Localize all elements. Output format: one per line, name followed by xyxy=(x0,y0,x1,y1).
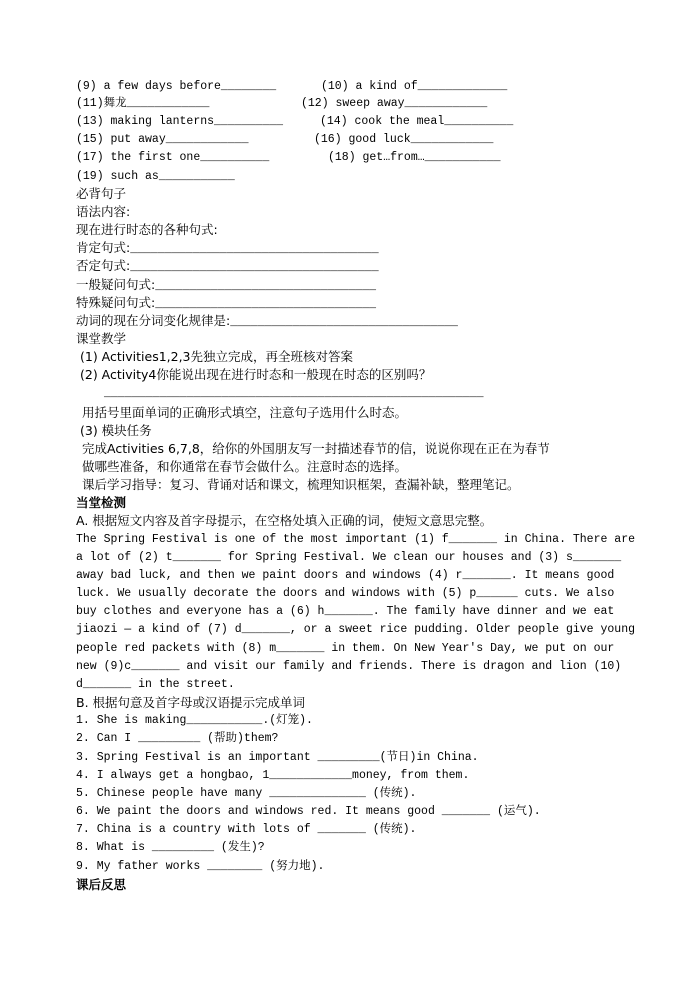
phrase-16: (16) good luck____________ xyxy=(314,133,494,146)
reflection-heading: 课后反思 xyxy=(76,877,127,892)
passage-line: d_______ in the street. xyxy=(76,678,235,691)
form-label: 否定句式: xyxy=(76,258,131,273)
passage-line: The Spring Festival is one of the most important (1) f_______ in China. There are xyxy=(76,533,635,546)
phrase-14: (14) cook the meal__________ xyxy=(320,115,514,128)
passage-line: people red packets with (8) m_______ in them. On New Year's Day, we put on our xyxy=(76,642,615,655)
form-blank: ________________________________ xyxy=(155,298,377,311)
form-label: 肯定句式: xyxy=(76,240,131,255)
section-b-item: 6. We paint the doors and windows red. It means good _______ (运气). xyxy=(76,805,541,818)
section-b-item: 5. Chinese people have many ______________ (传统). xyxy=(76,787,417,800)
section-a-title: A. 根据短文内容及首字母提示，在空格处填入正确的词，使短文意思完整。 xyxy=(76,513,493,528)
bibei-heading: 必背句子 xyxy=(76,186,127,201)
section-b-item: 1. She is making___________.(灯笼). xyxy=(76,714,313,727)
phrase-12: (12) sweep away____________ xyxy=(301,97,488,110)
form-label: 特殊疑问句式: xyxy=(76,295,156,310)
grammar-heading: 语法内容: xyxy=(76,204,131,219)
phrase-9: (9) a few days before________ xyxy=(76,80,277,93)
phrase-13: (13) making lanterns__________ xyxy=(76,115,284,128)
present-progressive-heading: 现在进行时态的各种句式: xyxy=(76,222,218,237)
module-task: (3) 模块任务 xyxy=(80,423,152,438)
form-blank: ________________________________ xyxy=(155,280,377,293)
passage-line: a lot of (2) t_______ for Spring Festival. We clean our houses and (3) s_______ xyxy=(76,551,622,564)
form-blank: _________________________________ xyxy=(230,316,458,329)
form-blank: ____________________________________ xyxy=(130,261,379,274)
section-b-item: 8. What is _________ (发生)? xyxy=(76,841,265,854)
passage-line: buy clothes and everyone has a (6) h_______. The family have dinner and we eat xyxy=(76,605,615,618)
phrase-11: (11)舞龙____________ xyxy=(76,97,210,110)
form-yes-no-question xyxy=(76,277,376,295)
section-b-item: 7. China is a country with lots of _______ (传统). xyxy=(76,823,417,836)
form-negative xyxy=(76,258,379,276)
phrase-15: (15) put away____________ xyxy=(76,133,249,146)
passage-line: luck. We usually decorate the doors and windows with (5) p______ cuts. We also xyxy=(76,587,615,600)
section-b-item: 4. I always get a hongbao, 1____________money, from them. xyxy=(76,769,470,782)
phrase-18: (18) get…from…___________ xyxy=(328,151,501,164)
section-b-item: 3. Spring Festival is an important _________(节日)in China. xyxy=(76,751,479,764)
form-wh-question xyxy=(76,295,376,313)
fill-instruction: 用括号里面单词的正确形式填空，注意句子选用什么时态。 xyxy=(82,405,408,420)
form-affirmative xyxy=(76,240,379,258)
form-participle-rule xyxy=(76,313,458,331)
class-answer-blank: _______________________________________________________ xyxy=(104,387,484,400)
section-b-item: 2. Can I _________ (帮助)them? xyxy=(76,732,279,745)
class-item-1: (1) Activities1,2,3先独立完成，再全班核对答案 xyxy=(80,349,354,364)
passage-line: new (9)c_______ and visit our family and friends. There is dragon and lion (10) xyxy=(76,660,622,673)
module-desc-1: 完成Activities 6,7,8，给你的外国朋友写一封描述春节的信，说说你现在正在为春节 xyxy=(82,441,550,456)
form-blank: ____________________________________ xyxy=(130,243,379,256)
phrase-10: (10) a kind of_____________ xyxy=(321,80,508,93)
section-b-item: 9. My father works ________ (努力地). xyxy=(76,860,325,873)
phrase-19: (19) such as___________ xyxy=(76,170,235,183)
class-item-2: (2) Activity4你能说出现在进行时态和一般现在时态的区别吗？ xyxy=(80,367,432,382)
classroom-heading: 课堂教学 xyxy=(76,331,127,346)
section-b-title: B. 根据句意及首字母或汉语提示完成单词 xyxy=(76,695,306,710)
phrase-17: (17) the first one__________ xyxy=(76,151,270,164)
passage-line: away bad luck, and then we paint doors and windows (4) r_______. It means good xyxy=(76,569,615,582)
form-label: 一般疑问句式: xyxy=(76,277,156,292)
test-heading: 当堂检测 xyxy=(76,495,127,510)
module-desc-2: 做哪些准备，和你通常在春节会做什么。注意时态的选择。 xyxy=(82,459,408,474)
form-label: 动词的现在分词变化规律是: xyxy=(76,313,231,328)
passage-line: jiaozi — a kind of (7) d_______, or a sweet rice pudding. Older people give young xyxy=(76,623,635,636)
after-class-guide: 课后学习指导：复习、背诵对话和课文，梳理知识框架，查漏补缺，整理笔记。 xyxy=(82,477,520,492)
